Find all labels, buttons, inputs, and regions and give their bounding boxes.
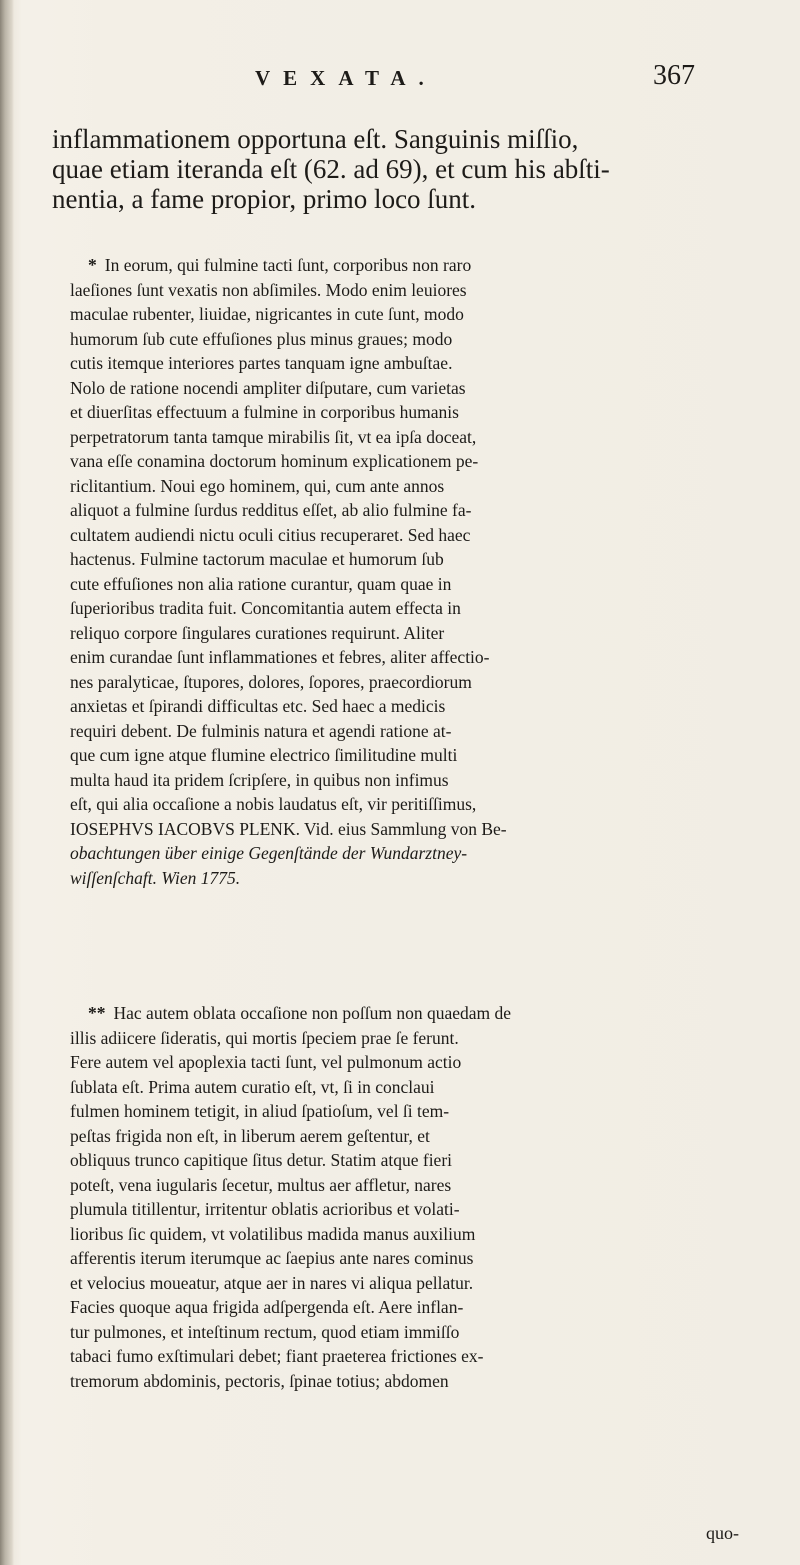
footnote-line: illis adiicere ſideratis, qui mortis ſpeciem prae ſe ferunt. <box>70 1027 459 1048</box>
footnote-line: obachtungen über einige Gegenſtände der Wundarztney- <box>70 843 468 863</box>
footnote-line: enim curandae ſunt inflammationes et febres, aliter affectio- <box>70 647 490 667</box>
footnote-line: Hac autem oblata occaſione non poſſum non quaedam de <box>113 1003 512 1023</box>
footnote-line: tabaci fumo exſtimulari debet; fiant praeterea frictiones ex- <box>70 1346 484 1366</box>
footnote-line: reliquo corpore ſingulares curationes requirunt. Aliter <box>70 622 445 643</box>
footnote-line: anxietas et ſpirandi difficultas etc. Sed haec a medicis <box>70 696 446 716</box>
footnote-line: Fere autem vel apoplexia tacti ſunt, vel pulmonum actio <box>70 1052 462 1072</box>
footnote-line: humorum ſub cute effuſiones plus minus graues; modo <box>70 328 453 349</box>
footnote-mark: ** <box>88 1003 106 1023</box>
footnote-line: laeſiones ſunt vexatis non abſimiles. Modo enim leuiores <box>70 279 467 300</box>
running-head: VEXATA. <box>255 66 437 90</box>
footnote-line: et diuerſitas effectuum a fulmine in corporibus humanis <box>70 402 459 422</box>
footnote-1 <box>70 253 752 890</box>
footnote-line: nes paralyticae, ſtupores, dolores, ſopores, praecordiorum <box>70 671 472 692</box>
main-text-line: quae etiam iteranda eſt (62. ad 69), et cum his abſti- <box>52 154 610 184</box>
catchword: quo- <box>706 1523 739 1543</box>
footnote-line: cultatem audiendi nictu oculi citius recuperaret. Sed haec <box>70 524 471 545</box>
footnote-mark: * <box>88 255 97 275</box>
footnote-line: requiri debent. De fulminis natura et agendi ratione at- <box>70 720 452 741</box>
page-number: 367 <box>653 60 695 91</box>
footnote-line: et velocius moueatur, atque aer in nares vi aliqua pellatur. <box>70 1272 474 1293</box>
footnote-line: tur pulmones, et inteſtinum rectum, quod etiam immiſſo <box>70 1321 460 1342</box>
footnote-line: tremorum abdominis, pectoris, ſpinae totius; abdomen <box>70 1370 449 1391</box>
footnote-line: vana eſſe conamina doctorum hominum explicationem pe- <box>70 451 479 471</box>
footnote-line: ſuperioribus tradita fuit. Concomitantia autem effecta in <box>70 598 461 618</box>
footnote-line: que cum igne atque flumine electrico ſimilitudine multi <box>70 745 458 765</box>
main-text-line: inflammationem opportuna eſt. Sanguinis miſſio, <box>52 124 579 154</box>
footnote-line: maculae rubenter, liuidae, nigricantes in cute ſunt, modo <box>70 304 464 324</box>
footnote-line: poteſt, vena iugularis ſecetur, multus aer affletur, nares <box>70 1174 452 1195</box>
page-header <box>255 60 695 106</box>
footnote-line: cute effuſiones non alia ratione curantur, quam quae in <box>70 573 452 594</box>
footnote-line: eſt, qui alia occaſione a nobis laudatus eſt, vir peritiſſimus, <box>70 794 477 814</box>
main-text <box>52 124 752 214</box>
footnote-line: perpetratorum tanta tamque mirabilis ſit, vt ea ipſa doceat, <box>70 426 477 447</box>
footnote-line: wiſſenſchaft. Wien 1775. <box>70 867 241 888</box>
footnote-line: aliquot a fulmine ſurdus redditus eſſet, ab alio fulmine fa- <box>70 500 472 520</box>
footnote-line: plumula titillentur, irritentur oblatis acrioribus et volati- <box>70 1199 460 1219</box>
footnote-line: hactenus. Fulmine tactorum maculae et humorum ſub <box>70 549 444 569</box>
footnote-line: fulmen hominem tetigit, in aliud ſpatioſum, vel ſi tem- <box>70 1101 450 1121</box>
footnote-line: Nolo de ratione nocendi ampliter diſputare, cum varietas <box>70 377 466 398</box>
footnote-line: multa haud ita pridem ſcripſere, in quibus non infimus <box>70 769 449 790</box>
binding-gutter <box>0 0 14 1565</box>
footnote-line: lioribus ſic quidem, vt volatilibus madida manus auxilium <box>70 1223 476 1244</box>
footnote-line: obliquus trunco capitique ſitus detur. Statim atque fieri <box>70 1150 453 1170</box>
footnote-line: peſtas frigida non eſt, in liberum aerem geſtentur, et <box>70 1125 430 1146</box>
footnote-line: IOSEPHVS IACOBVS PLENK. Vid. eius Sammlung von Be- <box>70 818 507 839</box>
footnote-line: cutis itemque interiores partes tanquam igne ambuſtae. <box>70 353 453 373</box>
footnote-line: ſublata eſt. Prima autem curatio eſt, vt, ſi in conclaui <box>70 1076 435 1097</box>
footnote-2 <box>70 1001 752 1393</box>
footnote-line: afferentis iterum iterumque ac ſaepius ante nares cominus <box>70 1248 474 1268</box>
footnote-line: riclitantium. Noui ego hominem, qui, cum ante annos <box>70 475 445 496</box>
main-text-line: nentia, a fame propior, primo loco ſunt. <box>52 184 477 214</box>
footnote-line: Facies quoque aqua frigida adſpergenda eſt. Aere inflan- <box>70 1297 464 1317</box>
footnote-line: In eorum, qui fulmine tacti ſunt, corporibus non raro <box>104 255 472 275</box>
